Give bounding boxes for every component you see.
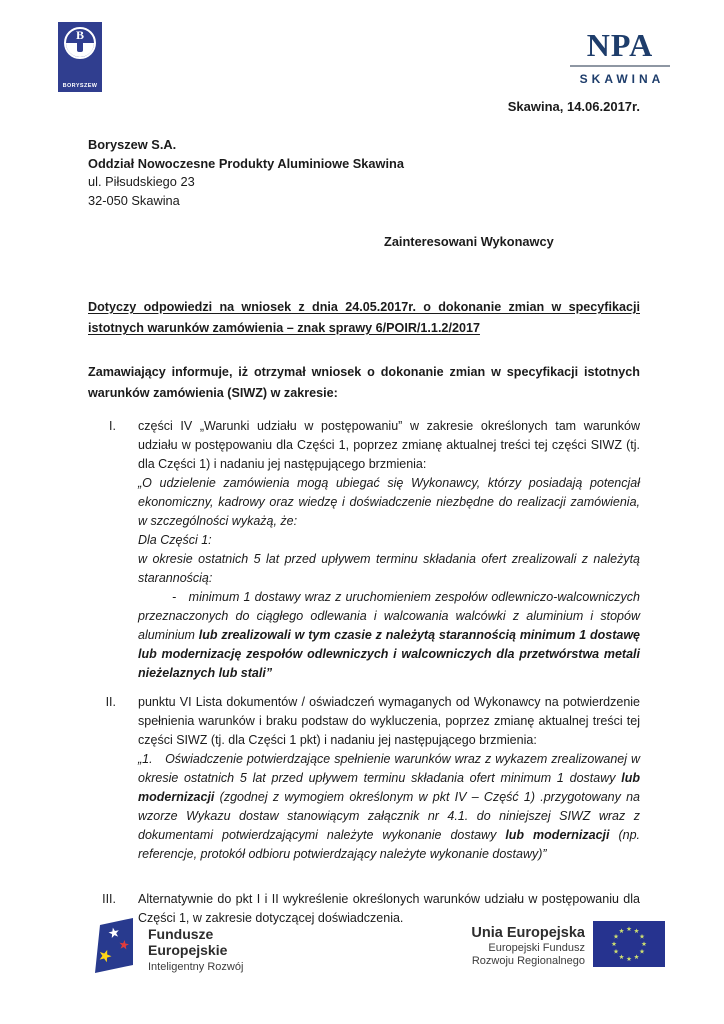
list-item-1-quote-condition: w okresie ostatnich 5 lat przed upływem terminu składania ofert zrealizowali z należytą starannością:	[138, 552, 640, 585]
list-item-2-quote	[138, 750, 640, 864]
boryszew-letter: B	[75, 28, 84, 42]
quote-run: „1. Oświadczenie potwierdzające spełnienie warunków wraz z wykazem zrealizowanej w okresie ostatnich 5 lat przed upływem terminu składania ofert minimum 1 dostawy	[138, 752, 640, 785]
changes-list	[88, 417, 640, 928]
fundusze-europejskie-flag-icon	[90, 918, 138, 981]
sender-address	[88, 136, 404, 210]
npa-subtitle: SKAWINA	[579, 72, 665, 86]
npa-divider	[570, 65, 670, 67]
quote-run: (zgodnej z wymogiem określonym w pkt IV – Część 1) .przygotowany na wzorze Wykazu dostaw stanowiącym załącznik nr 4.1. do niniejszej SIWZ wraz z dokumentami potwierdzającymi należyte wykonanie dostawy	[138, 790, 640, 842]
list-item-1-lead: części IV „Warunki udziału w postępowaniu” w zakresie określonych tam warunków udziału w postępowaniu dla Części 1, poprzez zmianę aktualnej treści tej części SIWZ (tj. dla Części 1) i nadaniu jej następującego brzmienia:	[138, 419, 640, 471]
quote-run-bold: lub modernizacji	[138, 771, 640, 804]
bullet-text-normal: - minimum 1 dostawy wraz z uruchomieniem zespołów odlewniczo-walcowniczych przeznaczonych do ciągłego odlewania i walcowania walcówki z aluminium i stopów aluminium	[138, 590, 640, 642]
address-line: ul. Piłsudskiego 23	[88, 174, 195, 189]
salutation: Zainteresowani Wykonawcy	[384, 234, 554, 249]
address-line: 32-050 Skawina	[88, 192, 180, 208]
list-item-1-quote-part: Dla Części 1:	[138, 533, 212, 547]
intro-paragraph: Zamawiający informuje, iż otrzymał wniosek o dokonanie zmian w specyfikacji istotnych warunków zamówienia (SIWZ) w zakresie:	[88, 365, 640, 400]
fe-line3: Inteligentny Rozwój	[148, 961, 244, 973]
list-item-3-number: III.	[102, 892, 116, 906]
list-item-2-lead: punktu VI Lista dokumentów / oświadczeń wymaganych od Wykonawcy na potwierdzenie spełnienia warunków i braku podstaw do wykluczenia, poprzez zmianę aktualnej treści tej części SIWZ (tj. dla Części 1 pkt) i nadaniu jej następującego brzmienia:	[138, 695, 640, 747]
letter-date: Skawina, 14.06.2017r.	[507, 99, 640, 114]
quote-run: (np. referencje, protokół odbioru potwierdzający należyte wykonanie dostawy)”	[138, 828, 640, 861]
eu-line2: Europejski Fundusz	[488, 942, 585, 954]
list-item-2	[88, 693, 640, 864]
unia-europejska-label	[446, 925, 585, 968]
list-item-1-number: I.	[109, 419, 116, 433]
address-line: Boryszew S.A.	[88, 137, 177, 152]
eu-flag-icon	[593, 921, 665, 972]
npa-title: NPA	[586, 27, 654, 63]
boryszew-wordmark: BORYSZEW	[62, 83, 98, 89]
boryszew-cup-icon	[77, 43, 83, 52]
eu-line3: Rozwoju Regionalnego	[471, 955, 585, 967]
list-item-3-lead: Alternatywnie do pkt I i II wykreślenie określonych warunków udziału w postępowaniu dla Części 1, w zakresie dotyczącej doświadczenia.	[138, 892, 640, 925]
list-item-1-bullet	[138, 588, 640, 683]
list-item-3	[88, 890, 640, 928]
subject-heading: Dotyczy odpowiedzi na wniosek z dnia 24.05.2017r. o dokonanie zmian w specyfikacji istotnych warunków zamówienia – znak sprawy 6/POIR/1.1.2/2017	[88, 300, 640, 335]
bullet-text-bold: lub zrealizowali w tym czasie z należytą starannością minimum 1 dostawę lub modernizację zespołów odlewniczych i walcowniczych dla przetwórstwa metali nieżelaznych lub stali”	[138, 628, 640, 680]
npa-logo	[570, 28, 670, 86]
eu-line1: Unia Europejska	[471, 925, 585, 941]
fe-line1: Fundusze	[148, 926, 214, 942]
fe-line2: Europejskie	[148, 942, 228, 958]
address-line: Oddział Nowoczesne Produkty Aluminiowe Skawina	[88, 155, 404, 171]
list-item-1	[88, 417, 640, 683]
boryszew-logo	[58, 22, 102, 92]
fundusze-europejskie-label	[148, 926, 243, 973]
quote-run-bold: lub modernizacji	[505, 828, 610, 842]
list-item-2-number: II.	[105, 695, 116, 709]
list-item-1-quote-intro: „O udzielenie zamówienia mogą ubiegać się Wykonawcy, którzy posiadają potencjał ekonomiczny, kadrowy oraz wiedzę i doświadczenie niezbędne do realizacji zamówienia, w szczególności wykażą, że:	[138, 476, 640, 528]
